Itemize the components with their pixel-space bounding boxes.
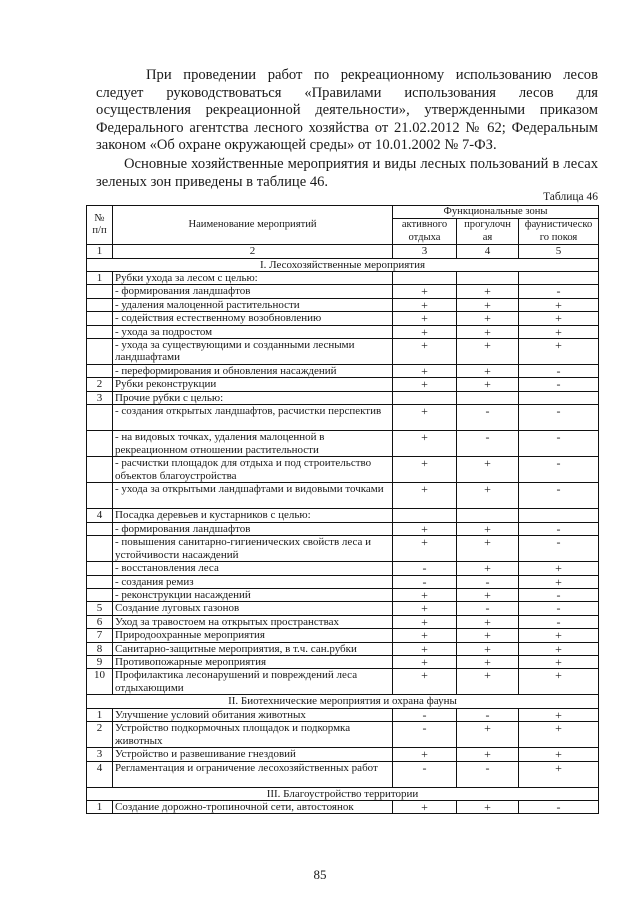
row-number	[87, 325, 113, 338]
cell-zone-fauna: +	[519, 298, 599, 311]
cell-zone-active: -	[393, 562, 457, 575]
row-number: 3	[87, 748, 113, 761]
cell-zone-walk: +	[457, 722, 519, 748]
row-number	[87, 522, 113, 535]
row-number	[87, 365, 113, 378]
cell-zone-active: +	[393, 405, 457, 431]
row-number	[87, 431, 113, 457]
cell-zone-walk: +	[457, 536, 519, 562]
header-zones: Функциональные зоны	[393, 206, 599, 219]
row-activity-name: - создания ремиз	[113, 575, 393, 588]
cell-zone-fauna: +	[519, 708, 599, 721]
cell-zone-active: +	[393, 602, 457, 615]
cell-zone-walk: -	[457, 708, 519, 721]
row-number	[87, 339, 113, 365]
table-row	[87, 405, 599, 431]
cell-zone-fauna: +	[519, 312, 599, 325]
row-activity-name: - ухода за подростом	[113, 325, 393, 338]
table-row	[87, 615, 599, 628]
row-activity-name: Противопожарные мероприятия	[113, 655, 393, 668]
cell-zone-active: +	[393, 615, 457, 628]
cell-zone-active: +	[393, 457, 457, 483]
cell-zone-fauna: +	[519, 669, 599, 695]
row-number: 9	[87, 655, 113, 668]
row-activity-name: - повышения санитарно-гигиенических свойств леса и устойчивости насаждений	[113, 536, 393, 562]
cell-zone-fauna	[519, 509, 599, 522]
cell-zone-active: -	[393, 722, 457, 748]
cell-zone-walk: +	[457, 615, 519, 628]
table-row	[87, 575, 599, 588]
row-activity-name: - содействия естественному возобновлению	[113, 312, 393, 325]
row-number	[87, 405, 113, 431]
row-activity-name: - создания открытых ландшафтов, расчистки перспектив	[113, 405, 393, 431]
cell-zone-walk: +	[457, 800, 519, 813]
cell-zone-fauna: +	[519, 655, 599, 668]
cell-zone-walk: +	[457, 457, 519, 483]
section-title: III. Благоустройство территории	[87, 787, 599, 800]
col-number: 5	[519, 245, 599, 258]
table-row	[87, 748, 599, 761]
col-number: 2	[113, 245, 393, 258]
table-caption: Таблица 46	[543, 191, 598, 203]
section-row	[87, 258, 599, 271]
row-activity-name: - переформирования и обновления насаждений	[113, 365, 393, 378]
cell-zone-walk: +	[457, 642, 519, 655]
row-number: 1	[87, 272, 113, 285]
cell-zone-fauna: +	[519, 629, 599, 642]
cell-zone-fauna: -	[519, 522, 599, 535]
intro-paragraph: При проведении работ по рекреационному использованию лесов следует руководствоваться «Правилами использования лесов для осуществления рекреационной деятельности», утвержденными приказом Федерального агентства лесного хозяйства от 21.02.2012 № 62; Федеральным законом «Об охране окружающей среды» от 10.01.2002 № 7-ФЗ.	[96, 67, 598, 154]
cell-zone-fauna: +	[519, 562, 599, 575]
cell-zone-fauna: -	[519, 800, 599, 813]
table-row	[87, 457, 599, 483]
section-title: II. Биотехнические мероприятия и охрана фауны	[87, 695, 599, 708]
row-activity-name: Рубки реконструкции	[113, 378, 393, 391]
table-row	[87, 602, 599, 615]
cell-zone-active: +	[393, 312, 457, 325]
cell-zone-active: +	[393, 365, 457, 378]
cell-zone-fauna: +	[519, 642, 599, 655]
col-number: 4	[457, 245, 519, 258]
header-zone-active: активного отдыха	[393, 219, 457, 245]
cell-zone-active: +	[393, 325, 457, 338]
row-activity-name: - формирования ландшафтов	[113, 285, 393, 298]
table-row	[87, 365, 599, 378]
row-number: 10	[87, 669, 113, 695]
row-number	[87, 457, 113, 483]
row-number: 8	[87, 642, 113, 655]
row-number	[87, 483, 113, 509]
cell-zone-active: -	[393, 575, 457, 588]
table-row	[87, 298, 599, 311]
cell-zone-walk: -	[457, 575, 519, 588]
cell-zone-walk	[457, 272, 519, 285]
cell-zone-walk: -	[457, 405, 519, 431]
row-activity-name: Создание луговых газонов	[113, 602, 393, 615]
table-row	[87, 642, 599, 655]
table-row	[87, 655, 599, 668]
header-zone-walk: прогулочн ая	[457, 219, 519, 245]
section-row	[87, 787, 599, 800]
row-number: 4	[87, 761, 113, 787]
cell-zone-walk: +	[457, 562, 519, 575]
cell-zone-walk: +	[457, 483, 519, 509]
cell-zone-fauna: +	[519, 575, 599, 588]
cell-zone-walk: +	[457, 365, 519, 378]
table-row	[87, 522, 599, 535]
table-row	[87, 629, 599, 642]
table-row	[87, 312, 599, 325]
table-row	[87, 325, 599, 338]
table-row	[87, 391, 599, 404]
cell-zone-walk	[457, 509, 519, 522]
row-number	[87, 298, 113, 311]
cell-zone-walk: +	[457, 669, 519, 695]
cell-zone-walk: +	[457, 378, 519, 391]
cell-zone-active	[393, 272, 457, 285]
cell-zone-walk: +	[457, 285, 519, 298]
row-activity-name: Рубки ухода за лесом с целью:	[113, 272, 393, 285]
cell-zone-active	[393, 391, 457, 404]
cell-zone-fauna	[519, 391, 599, 404]
cell-zone-active: +	[393, 339, 457, 365]
row-activity-name: Прочие рубки с целью:	[113, 391, 393, 404]
row-activity-name: - на видовых точках, удаления малоценной в рекреационном отношении растительности	[113, 431, 393, 457]
row-activity-name: Устройство подкормочных площадок и подкормка животных	[113, 722, 393, 748]
row-activity-name: Природоохранные мероприятия	[113, 629, 393, 642]
table-row	[87, 761, 599, 787]
cell-zone-fauna: +	[519, 748, 599, 761]
cell-zone-walk: +	[457, 522, 519, 535]
table-row	[87, 378, 599, 391]
row-activity-name: - реконструкции насаждений	[113, 588, 393, 601]
table-row	[87, 431, 599, 457]
row-number	[87, 536, 113, 562]
cell-zone-active: +	[393, 655, 457, 668]
cell-zone-walk: -	[457, 602, 519, 615]
cell-zone-active: +	[393, 378, 457, 391]
row-activity-name: Улучшение условий обитания животных	[113, 708, 393, 721]
cell-zone-walk	[457, 391, 519, 404]
row-number: 1	[87, 800, 113, 813]
section-row	[87, 695, 599, 708]
cell-zone-fauna: +	[519, 722, 599, 748]
cell-zone-walk: +	[457, 339, 519, 365]
cell-zone-fauna: -	[519, 431, 599, 457]
cell-zone-active: +	[393, 748, 457, 761]
row-number	[87, 285, 113, 298]
row-activity-name: - ухода за открытыми ландшафтами и видовыми точками	[113, 483, 393, 509]
row-activity-name: Профилактика лесонарушений и повреждений леса отдыхающими	[113, 669, 393, 695]
section-title: I. Лесохозяйственные мероприятия	[87, 258, 599, 271]
cell-zone-active: +	[393, 522, 457, 535]
cell-zone-walk: +	[457, 748, 519, 761]
row-number: 7	[87, 629, 113, 642]
cell-zone-active: +	[393, 483, 457, 509]
cell-zone-fauna: +	[519, 339, 599, 365]
header-num: № п/п	[87, 206, 113, 245]
cell-zone-active: +	[393, 629, 457, 642]
table-row	[87, 285, 599, 298]
cell-zone-fauna: -	[519, 405, 599, 431]
table-row	[87, 509, 599, 522]
row-activity-name: - восстановления леса	[113, 562, 393, 575]
cell-zone-walk: +	[457, 312, 519, 325]
row-activity-name: Посадка деревьев и кустарников с целью:	[113, 509, 393, 522]
cell-zone-active: +	[393, 642, 457, 655]
cell-zone-fauna: -	[519, 457, 599, 483]
row-activity-name: Уход за травостоем на открытых пространствах	[113, 615, 393, 628]
table-intro-paragraph: Основные хозяйственные мероприятия и виды лесных пользований в лесах зеленых зон приведены в таблице 46.	[96, 156, 598, 190]
row-number: 6	[87, 615, 113, 628]
row-number: 2	[87, 722, 113, 748]
row-activity-name: Регламентация и ограничение лесохозяйственных работ	[113, 761, 393, 787]
row-number: 4	[87, 509, 113, 522]
table-row	[87, 722, 599, 748]
header-zone-fauna: фаунистическо го покоя	[519, 219, 599, 245]
cell-zone-fauna: -	[519, 378, 599, 391]
row-number	[87, 575, 113, 588]
row-activity-name: - удаления малоценной растительности	[113, 298, 393, 311]
row-activity-name: - расчистки площадок для отдыха и под строительство объектов благоустройства	[113, 457, 393, 483]
row-activity-name: - формирования ландшафтов	[113, 522, 393, 535]
cell-zone-walk: +	[457, 325, 519, 338]
cell-zone-fauna: -	[519, 483, 599, 509]
cell-zone-fauna: -	[519, 365, 599, 378]
row-number: 3	[87, 391, 113, 404]
cell-zone-fauna: -	[519, 285, 599, 298]
table-row	[87, 588, 599, 601]
table-row	[87, 708, 599, 721]
table-row	[87, 800, 599, 813]
table-row	[87, 483, 599, 509]
row-number	[87, 588, 113, 601]
cell-zone-active: +	[393, 536, 457, 562]
row-number	[87, 562, 113, 575]
cell-zone-fauna: -	[519, 536, 599, 562]
cell-zone-walk: +	[457, 588, 519, 601]
row-activity-name: Устройство и развешивание гнездовий	[113, 748, 393, 761]
cell-zone-active: -	[393, 708, 457, 721]
header-name: Наименование мероприятий	[113, 206, 393, 245]
row-number: 5	[87, 602, 113, 615]
row-number	[87, 312, 113, 325]
row-number: 2	[87, 378, 113, 391]
table-row	[87, 339, 599, 365]
cell-zone-fauna: -	[519, 602, 599, 615]
cell-zone-fauna: -	[519, 588, 599, 601]
cell-zone-fauna: +	[519, 325, 599, 338]
cell-zone-walk: -	[457, 431, 519, 457]
col-number: 3	[393, 245, 457, 258]
cell-zone-fauna: +	[519, 761, 599, 787]
cell-zone-active: +	[393, 431, 457, 457]
cell-zone-active: +	[393, 285, 457, 298]
cell-zone-active: +	[393, 669, 457, 695]
cell-zone-active	[393, 509, 457, 522]
cell-zone-walk: -	[457, 761, 519, 787]
table-body	[87, 258, 599, 814]
cell-zone-active: +	[393, 298, 457, 311]
col-number: 1	[87, 245, 113, 258]
row-activity-name: Создание дорожно-тропиночной сети, автостоянок	[113, 800, 393, 813]
cell-zone-walk: +	[457, 629, 519, 642]
cell-zone-active: +	[393, 588, 457, 601]
column-number-row	[87, 245, 599, 258]
activities-table	[86, 205, 599, 814]
table-row	[87, 669, 599, 695]
table-row	[87, 536, 599, 562]
cell-zone-walk: +	[457, 655, 519, 668]
cell-zone-active: -	[393, 761, 457, 787]
row-activity-name: - ухода за существующими и созданными лесными ландшафтами	[113, 339, 393, 365]
cell-zone-walk: +	[457, 298, 519, 311]
table-row	[87, 272, 599, 285]
cell-zone-fauna: -	[519, 615, 599, 628]
page-number: 85	[313, 867, 327, 882]
cell-zone-fauna	[519, 272, 599, 285]
row-activity-name: Санитарно-защитные мероприятия, в т.ч. сан.рубки	[113, 642, 393, 655]
row-number: 1	[87, 708, 113, 721]
table-row	[87, 562, 599, 575]
cell-zone-active: +	[393, 800, 457, 813]
